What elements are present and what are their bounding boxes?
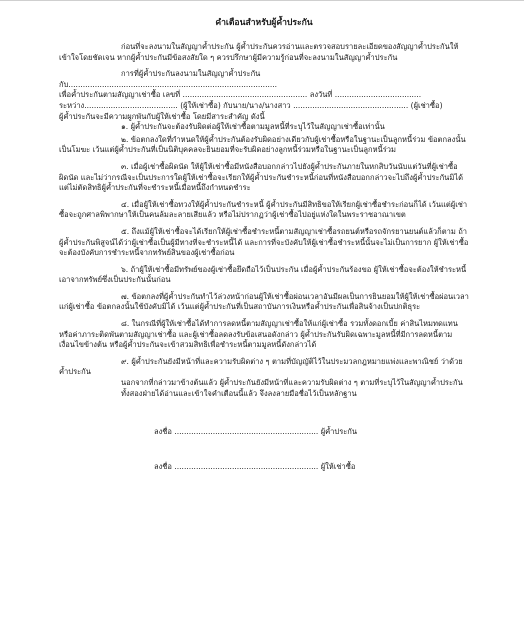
form-line-guarantee-with: การที่ผู้ค้ำประกันลงนามในสัญญาค้ำประกันกับ....................................................................................... [59,69,278,89]
clause-9: ๙. ผู้ค้ำประกันยังมีหน้าที่และความรับผิดต่าง ๆ ตามที่บัญญัติไว้ในประมวลกฎหมายแพ่งและพาณิชย์ ว่าด้วยค้ำประกัน [59,356,463,377]
clause-5: ๕. ถึงแม้ผู้ให้เช่าซื้อจะได้เรียกให้ผู้เช่าซื้อชำระหนี้ตามสัญญาเช่าซื้อรถยนต์หรือรถจักรยานยนต์แล้วก็ตาม ถ้าผู้ค้ำประกันพิสูจน์ได้ว่าผู้เช่าซื้อเป็นผู้มีทางที่จะชำระหนี้ได้ และการที่จะบังคับให้ผู้เช่าซื้อชำระหนี้นั้นจะไม่เป็นการยาก ผู้ให้เช่าซื้อจะต้องบังคับการชำระหนี้จากทรัพย์สินของผู้เช่าซื้อก่อน [59,226,469,258]
acknowledgement-paragraph: ทั้งสองฝ่ายได้อ่านและเข้าใจคำเตือนนี้แล้ว จึงลงลายมือชื่อไว้เป็นหลักฐาน [121,388,357,398]
contract-form-section [59,69,469,122]
form-line-parties: ระหว่าง....................................... (ผู้ให้เช่าซื้อ) กับนาย/นาง/นางสาว ................................................ (ผู้เช่าซื้อ) [59,100,443,110]
clause-2: ๒. ข้อตกลงใดที่กำหนดให้ผู้ค้ำประกันต้องรับผิดอย่างเดียวกับผู้เช่าซื้อหรือในฐานะเป็นลูกหนี้ร่วม ข้อตกลงนั้นเป็นโมฆะ เว้นแต่ผู้ค้ำประกันที่เป็นนิติบุคคลจะยินยอมที่จะรับผิดอย่างลูกหนี้ร่วมหรือในฐานะเป็นลูกหนี้ร่วม [59,134,466,155]
clause-7: ๗. ข้อตกลงที่ผู้ค้ำประกันทำไว้ล่วงหน้าก่อนผู้ให้เช่าซื้อผ่อนเวลาอันมีผลเป็นการยินยอมให้ผู้ให้เช่าซื้อผ่อนเวลาแก่ผู้เช่าซื้อ ข้อตกลงนั้นใช้บังคับมิได้ เว้นแต่ผู้ค้ำประกันที่เป็นสถาบันการเงินหรือค้ำประกันเพื่อสินจ้างเป็นปกติธุระ [59,291,469,312]
clause-8: ๘. ในกรณีที่ผู้ให้เช่าซื้อได้ทำการลดหนี้ตามสัญญาเช่าซื้อให้แก่ผู้เช่าซื้อ รวมทั้งดอกเบี้ย ค่าสินไหมทดแทน หรือค่าภาระติดพันตามสัญญาเช่าซื้อ และผู้เช่าซื้อลดลงรับข้อเสนอดังกล่าว ผู้ค้ำประกันรับผิดเฉพาะมูลหนี้ที่มีการลดหนี้ตามเงื่อนไขข้างต้น หรือผู้ค้ำประกันจะเข้าสวมสิทธิเพื่อชำระหนี้ตามมูลหนี้ดังกล่าวได้ [59,319,458,350]
form-line-obligations: ผู้ค้ำประกันจะมีความผูกพันกับผู้ให้เช่าซื้อ โดยมีสาระสำคัญ ดังนี้ [59,111,265,121]
guarantor-signature-line: ลงชื่อ ............................................................ ผู้ค้ำประกัน [154,427,358,437]
clause-1: ๑. ผู้ค้ำประกันจะต้องรับผิดต่อผู้ให้เช่าซื้อตามมูลหนี้ที่ระบุไว้ในสัญญาเช่าซื้อเท่านั้น [121,122,385,132]
intro-paragraph: ก่อนที่จะลงนามในสัญญาค้ำประกัน ผู้ค้ำประกันควรอ่านและตรวจสอบรายละเอียดของสัญญาค้ำประกันให้เข้าใจโดยชัดเจน หากผู้ค้ำประกันมีข้อสงสัยใด ๆ ควรปรึกษาผู้มีความรู้ก่อนที่จะลงนามในสัญญาค้ำประกัน [59,42,459,62]
clause-3: ๓. เมื่อผู้เช่าซื้อผิดนัด ให้ผู้ให้เช่าซื้อมีหนังสือบอกกล่าวไปยังผู้ค้ำประกันภายในหกสิบวันนับแต่วันที่ผู้เช่าซื้อผิดนัด และไม่ว่ากรณีจะเป็นประการใดผู้ให้เช่าซื้อจะเรียกให้ผู้ค้ำประกันชำระหนี้ก่อนที่หนังสือบอกกล่าวจะไปถึงผู้ค้ำประกันมิได้ แต่ไม่ตัดสิทธิผู้ค้ำประกันที่จะชำระหนี้เมื่อหนี้ถึงกำหนดชำระ [59,161,463,193]
closing-paragraph: นอกจากที่กล่าวมาข้างต้นแล้ว ผู้ค้ำประกันยังมีหน้าที่และความรับผิดต่าง ๆ ตามที่ระบุไว้ในสัญญาค้ำประกัน [121,378,463,388]
clause-6: ๖. ถ้าผู้ให้เช่าซื้อมีทรัพย์ของผู้เช่าซื้อยึดถือไว้เป็นประกัน เมื่อผู้ค้ำประกันร้องขอ ผู้ให้เช่าซื้อจะต้องให้ชำระหนี้เอาจากทรัพย์ซึ่งเป็นประกันนั้นก่อน [59,264,467,285]
clauses-list [59,122,469,378]
lessor-signature-line: ลงชื่อ ............................................................ ผู้ให้เช่าซื้อ [154,461,356,471]
form-line-contract-number: เพื่อค้ำประกันตามสัญญาเช่าซื้อ เลขที่ .................................................... ลงวันที่ .................................... [59,90,422,100]
clause-4: ๔. เมื่อผู้ให้เช่าซื้อทวงให้ผู้ค้ำประกันชำระหนี้ ผู้ค้ำประกันมีสิทธิขอให้เรียกผู้เช่าซื้อชำระก่อนก็ได้ เว้นแต่ผู้เช่าซื้อจะถูกศาลพิพากษาให้เป็นคนล้มละลายเสียแล้ว หรือไม่ปรากฏว่าผู้เช่าซื้อไปอยู่แห่งใดในพระราชอาณาเขต [59,199,468,220]
document-title: คำเตือนสำหรับผู้ค้ำประกัน [215,18,313,28]
